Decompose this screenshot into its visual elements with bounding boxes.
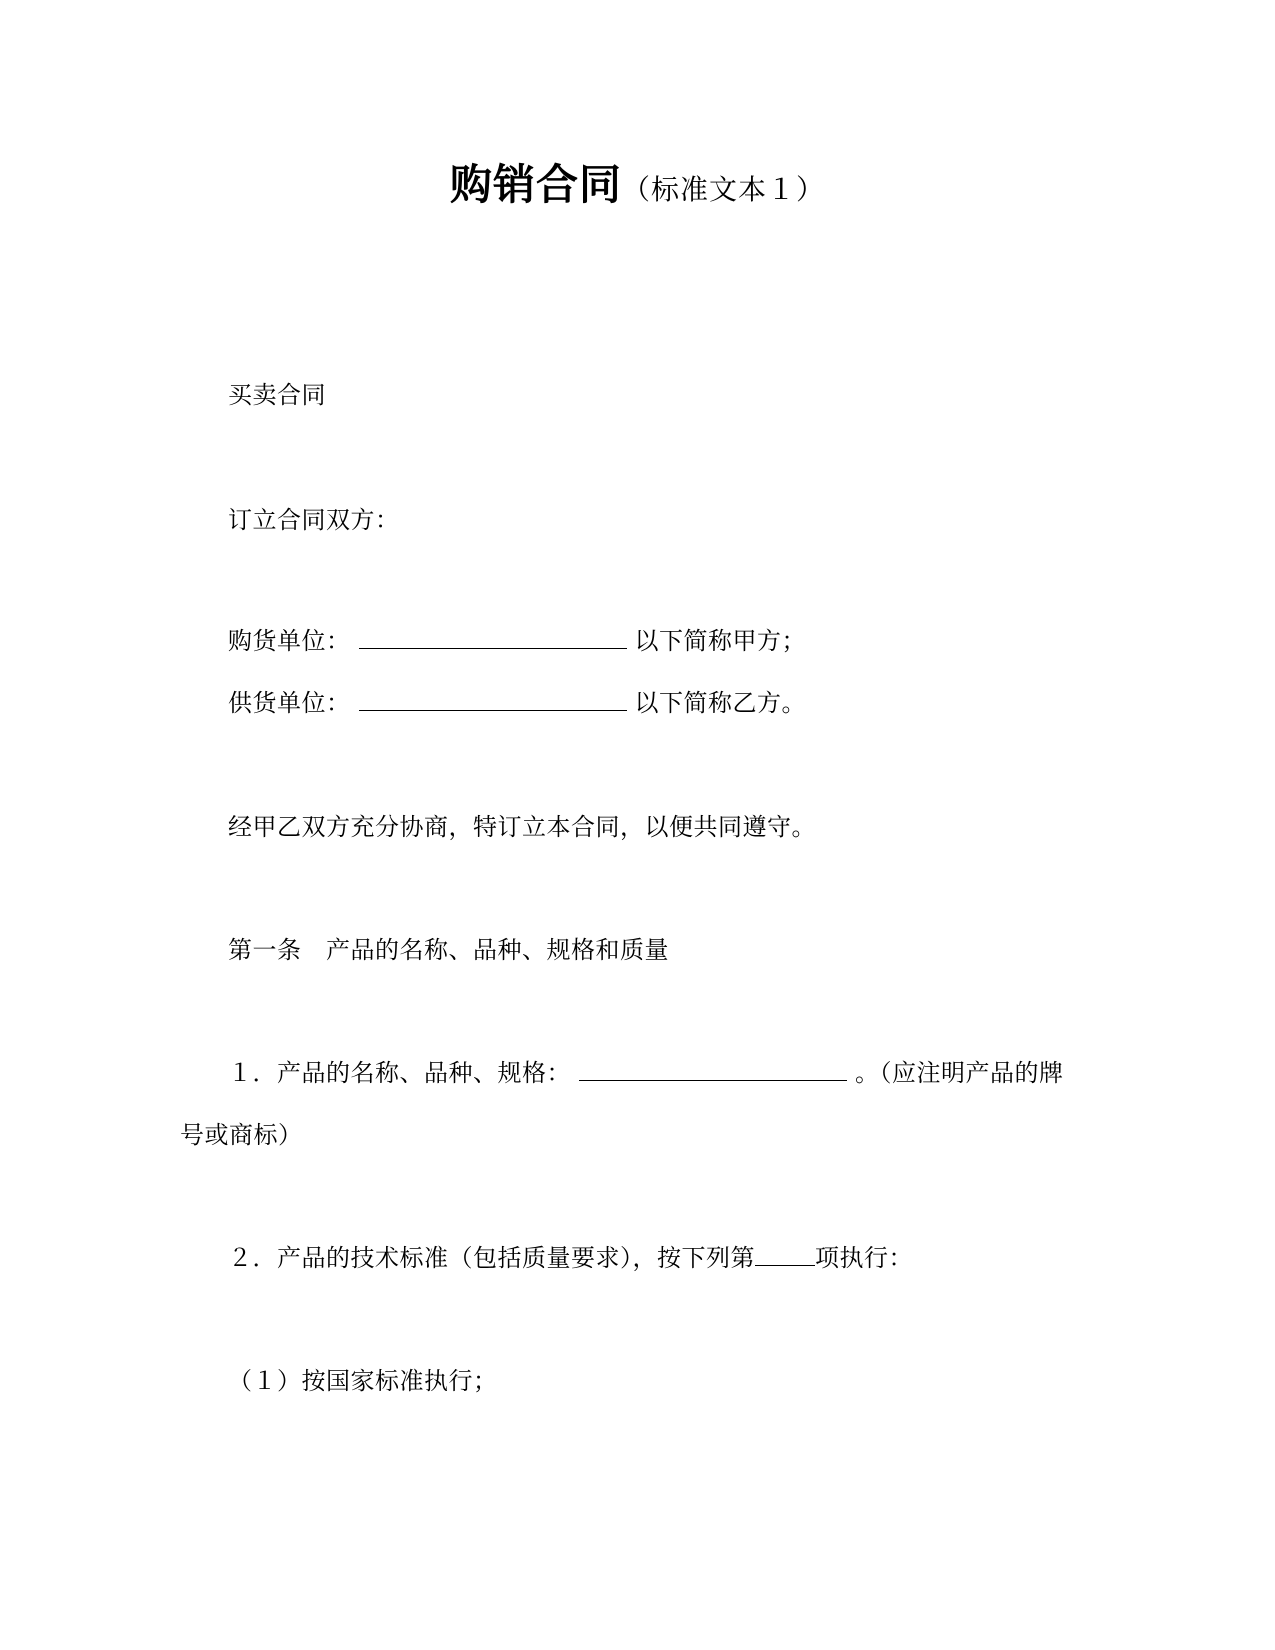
seller-suffix: 以下简称乙方。 bbox=[634, 689, 806, 717]
contract-type-line: 买卖合同 bbox=[228, 381, 326, 409]
article-1-heading: 第一条 产品的名称、品种、规格和质量 bbox=[228, 936, 669, 964]
document-title bbox=[0, 152, 1275, 212]
buyer-line bbox=[228, 626, 806, 656]
buyer-blank[interactable] bbox=[359, 626, 627, 649]
buyer-suffix: 以下简称甲方； bbox=[634, 627, 806, 655]
seller-blank[interactable] bbox=[359, 688, 627, 711]
item-2-option-1: （１）按国家标准执行； bbox=[228, 1367, 498, 1395]
seller-line bbox=[228, 688, 806, 718]
item-1-continuation: 号或商标） bbox=[180, 1121, 303, 1149]
item-1-blank[interactable] bbox=[579, 1058, 847, 1081]
parties-heading: 订立合同双方： bbox=[228, 506, 400, 534]
item-2-line bbox=[228, 1243, 913, 1273]
item-2-blank[interactable] bbox=[755, 1243, 815, 1266]
item-1-line bbox=[228, 1058, 1064, 1088]
item-2-prefix: ２．产品的技术标准（包括质量要求），按下列第 bbox=[228, 1244, 755, 1272]
item-2-suffix: 项执行： bbox=[815, 1244, 913, 1272]
title-main: 购销合同 bbox=[449, 160, 622, 209]
item-1-suffix: 。（应注明产品的牌 bbox=[855, 1059, 1064, 1087]
item-1-prefix: １．产品的名称、品种、规格： bbox=[228, 1059, 571, 1087]
buyer-label: 购货单位： bbox=[228, 627, 351, 655]
seller-label: 供货单位： bbox=[228, 689, 351, 717]
agreement-statement: 经甲乙双方充分协商，特订立本合同，以便共同遵守。 bbox=[228, 813, 816, 841]
title-subtitle: （标准文本１） bbox=[622, 173, 826, 206]
